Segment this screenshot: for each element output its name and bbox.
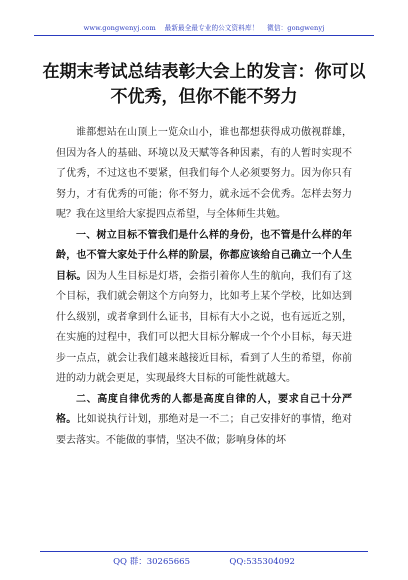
point-one-paragraph: [56, 226, 352, 390]
point-one-heading: 一、树立目标不管我们是什么样的身份，也不管是什么样的年龄，也不管大家处于什么样的阶层，你都应该给自己确立一个人生目标。: [56, 229, 352, 282]
page-footer: [40, 551, 368, 567]
header-tagline: 最新最全最专业的公文资料库！: [164, 24, 259, 32]
page-header: [34, 22, 374, 36]
intro-paragraph: 谁都想站在山顶上一览众山小，谁也都想获得成功傲视群雄，但因为各人的基础、环境以及天赋等各种因素，有的人暂时实现不了优秀，不过这也不要紧，但我们每个人必须要努力。因为你只有努力，才有优秀的可能；你不努力，就永远不会优秀。怎样去努力呢？我在这里给大家提四点希望，与全体师生共勉。: [56, 127, 352, 220]
point-one-text: 因为人生目标是灯塔，会指引着你人生的航向，我们有了这个目标，我们就会朝这个方向努力，比如考上某个学校，比如达到什么级别，或者拿到什么证书，目标有大小之说，也有远近之别，在实施的过程中，我们可以把大目标分解成一个个小目标，每天进步一点点，就会让我们越来越接近目标，看到了人生的希望，你前进的动力就会更足，实现最终大目标的可能性就越大。: [56, 270, 353, 384]
point-two-heading: 二、高度自律优秀的人都是高度自律的人，要求自己十分严格。: [56, 393, 352, 425]
header-wechat-id: gongwenyj: [287, 24, 325, 32]
footer-qq-group: QQ 群：30265665: [113, 557, 190, 567]
header-wechat-label: 微信：: [267, 24, 288, 32]
point-two-text: 比如说执行计划，那绝对是一不二；自己安排好的事情，绝对要去落实。不能做的事情，坚决不做；影响身体的坏: [56, 414, 353, 446]
footer-qq-id: QQ:535304092: [229, 557, 295, 567]
header-site-url[interactable]: www.gongwenyj.com: [83, 24, 156, 32]
document-body: [56, 123, 352, 451]
point-two-paragraph: [56, 390, 352, 452]
document-title: 在期末考试总结表彰大会上的发言：你可以不优秀，但你不能不努力: [42, 62, 366, 107]
